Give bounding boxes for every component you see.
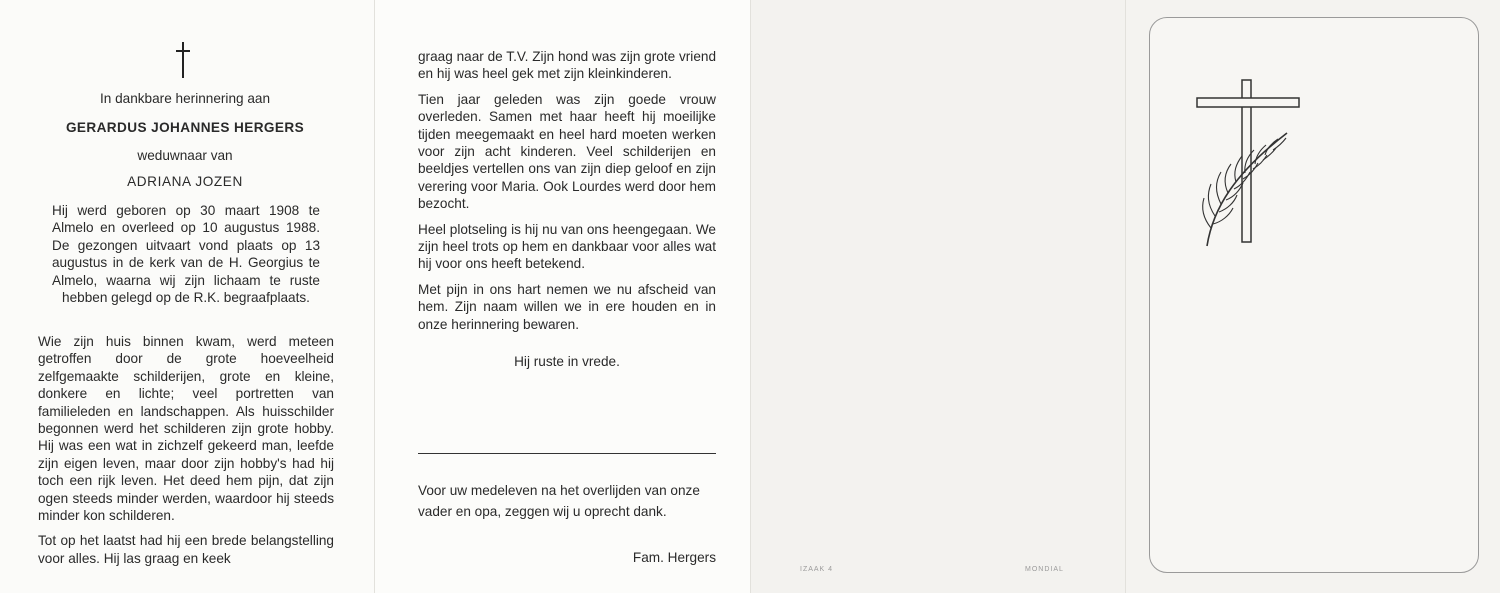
- thanks-paragraph: Voor uw medeleven na het overlijden van onze vader en opa, zeggen wij u oprecht dank.: [418, 483, 700, 519]
- right-body-text: [418, 48, 716, 341]
- paragraph: graag naar de T.V. Zijn hond was zijn grote vriend en hij was heel gek met zijn kleinkinderen.: [418, 49, 716, 82]
- back-cover: [750, 0, 1125, 593]
- separator-line: [418, 453, 716, 454]
- rest-in-peace-line: Hij ruste in vrede.: [514, 354, 620, 369]
- cross-with-palm-icon: [1195, 78, 1305, 250]
- printer-mark: IZAAK 4: [800, 566, 834, 573]
- publisher-mark: MONDIAL: [1025, 566, 1064, 573]
- fold-line: [750, 0, 751, 593]
- paragraph: Tot op het laatst had hij een brede belangstelling voor alles. Hij las graag en keek: [38, 533, 334, 566]
- fold-line: [1125, 0, 1126, 593]
- paragraph: Met pijn in ons hart nemen we nu afscheid van hem. Zijn naam willen we in ere houden en in onze herinnering bewaren.: [418, 281, 716, 332]
- birth-death-paragraph: Hij werd geboren op 30 maart 1908 te Almelo en overleed op 10 augustus 1988. De gezongen uitvaart vond plaats op 13 augustus in de kerk van de H. Georgius te Almelo, waarna wij zijn lichaam te ruste hebben gelegd op de R.K. begraafplaats.: [52, 203, 320, 306]
- intro-line: In dankbare herinnering aan: [99, 91, 271, 106]
- fold-line: [374, 0, 375, 593]
- deceased-name: GERARDUS JOHANNES HERGERS: [65, 120, 305, 135]
- cross-icon: [172, 40, 194, 80]
- wife-name: ADRIANA JOZEN: [127, 174, 243, 189]
- widower-line: weduwnaar van: [137, 148, 233, 163]
- paragraph: Heel plotseling is hij nu van ons heengegaan. We zijn heel trots op hem en dankbaar voor alles wat hij voor ons heeft betekend.: [418, 221, 716, 272]
- left-body-text: [38, 333, 334, 575]
- family-signature: Fam. Hergers: [632, 550, 716, 565]
- paragraph: Wie zijn huis binnen kwam, werd meteen getroffen door de grote hoeveelheid zelfgemaakte schilderijen, grote en kleine, donkere en lichte; veel portretten van familieleden en landschappen. Als huisschilder begonnen werd het schilderen zijn grote hobby. Hij was een wat in zichzelf gekeerd man, leefde zijn eigen leven, maar door zijn hobby's had hij toch een rijk leven. Het deed hem pijn, dat zijn ogen steeds minder werden, waardoor hij steeds minder kon schilderen.: [38, 334, 334, 524]
- paragraph: Tien jaar geleden was zijn goede vrouw overleden. Samen met haar heeft hij moeilijke tijden meegemaakt en heel hard moeten werken voor zijn acht kinderen. Veel schilderijen en beeldjes vertellen ons van zijn diep geloof en zijn verering voor Maria. Ook Lourdes werd door hem bezocht.: [418, 91, 716, 212]
